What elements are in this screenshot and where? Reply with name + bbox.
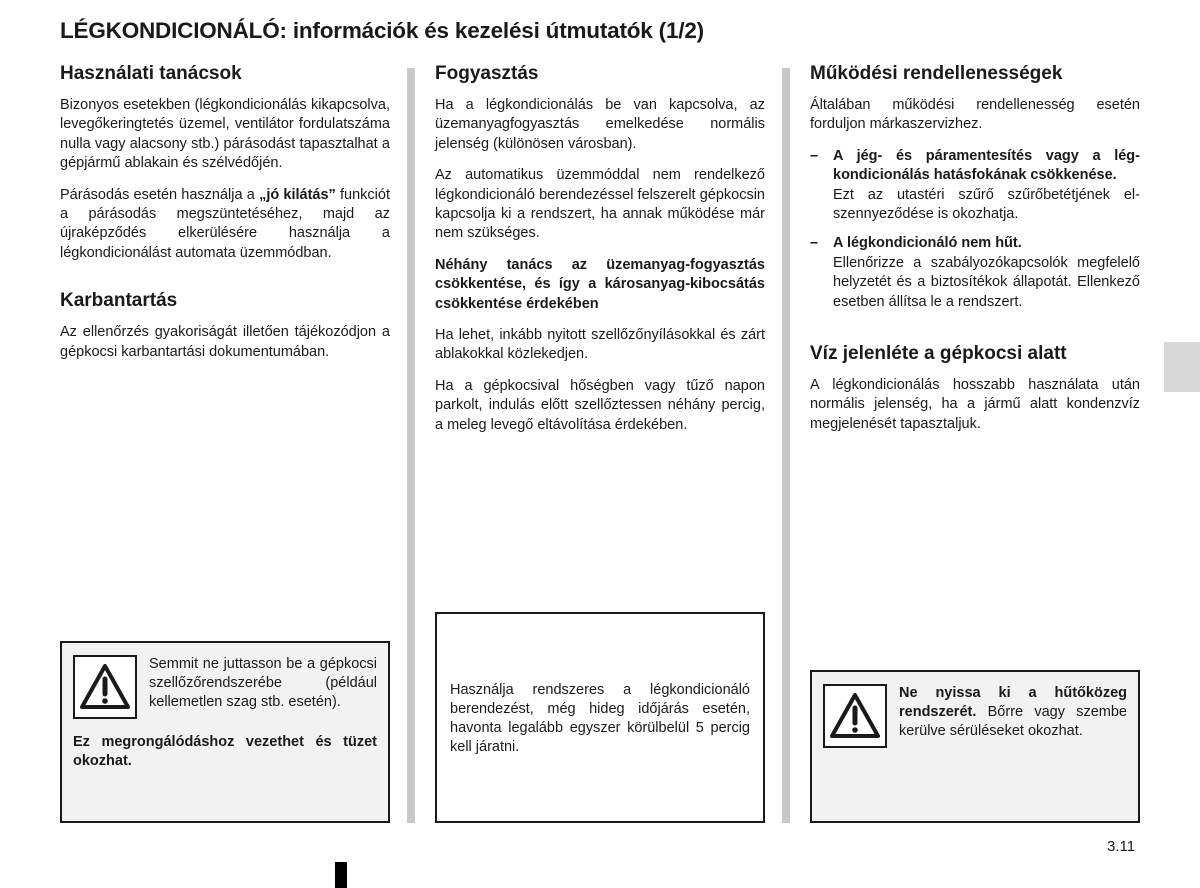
section-heading-consumption: Fogyasztás	[435, 63, 539, 84]
warning-box	[810, 670, 1140, 823]
warning-triangle-icon	[823, 684, 887, 748]
text: Bőrre vagy szembe kerülve sérüléseket okozhat.	[899, 704, 1127, 739]
section-heading-water: Víz jelenléte a gépkocsi alatt	[810, 343, 1067, 365]
bold-term: „jó kilátás”	[259, 186, 336, 203]
column-malfunctions	[810, 62, 1140, 446]
dash-bullet: –	[810, 147, 819, 164]
info-box	[435, 612, 765, 823]
text: funkciót a párásodás megszüntetéséhez, majd az újraképződés elkerülésére használja a légkondicionálást automata üzemmódban.	[60, 186, 390, 261]
page-title: LÉGKONDICIONÁLÓ: információk és kezelési útmutatók (1/2)	[60, 18, 704, 43]
warning-text	[899, 684, 1127, 748]
chapter-tab	[1164, 342, 1200, 392]
text: Párásodás esetén használja a	[60, 186, 260, 203]
paragraph: Ha lehet, inkább nyitott szellőzőnyílásokkal és zárt ablakokkal közlekedjen.	[435, 327, 765, 363]
info-text: Használja rendszeres a légkondicionáló berendezést, még hideg időjárás esetén, havonta legalább egyszer körülbelül 5 percig kell járatni.	[450, 682, 750, 755]
warning-triangle-icon	[73, 655, 137, 719]
list-item-heading: A légkondicionáló nem hűt.	[833, 235, 1022, 252]
print-mark	[335, 862, 347, 888]
paragraph: Az ellenőrzés gyakoriságát illetően tájékozódjon a gépkocsi karbantartási dokumentumában.	[60, 324, 390, 360]
warning-note: Ez megrongálódáshoz vezethet és tüzet okozhat.	[73, 734, 377, 769]
column-usage-tips	[60, 62, 390, 374]
paragraph	[60, 186, 390, 264]
section-heading-maintenance: Karbantartás	[60, 290, 178, 312]
list-item-heading: A jég- és páramentesítés vagy a légkondicionálás hatásfokának csökkenése.	[833, 147, 1140, 184]
column-separator	[782, 68, 790, 823]
paragraph: Általában működési rendellenesség esetén forduljon márkaszervizhez.	[810, 97, 1140, 133]
list-item	[810, 234, 1140, 312]
list-item-text: Ezt az utastéri szűrő szűrőbetétjének elszennyeződése is okozhatja.	[833, 186, 1140, 223]
warning-text: Semmit ne juttasson be a gépkocsi szellőzőrendszerébe (például kellemetlen szag stb. esetén).	[149, 656, 377, 710]
list-item-text: Ellenőrizze a szabályozókapcsolók megfelelő helyzetét és a biztosítékok állapotát. Ellenkező esetben állítsa le a rendszert.	[833, 254, 1140, 310]
paragraph: Ha a légkondicionálás be van kapcsolva, az üzemanyagfogyasztás emelkedése normális jelenség (különösen városban).	[435, 97, 765, 152]
paragraph: Ha a gépkocsival hőségben vagy tűző napon parkolt, indulás előtt szellőztessen néhány percig, a meleg levegő eltávolítása érdekében.	[435, 377, 765, 433]
warning-box	[60, 641, 390, 823]
list-item	[810, 147, 1140, 225]
column-consumption	[435, 62, 765, 447]
bold-subheading: Néhány tanács az üzemanyag-fogyasztás csökkentése, és így a károsanyag-kibocsátás csökkentése érdekében	[435, 256, 765, 312]
page-number: 3.11	[1107, 838, 1136, 855]
paragraph: A légkondicionálás hosszabb használata után normális jelenség, ha a jármű alatt kondenzvíz megjelenését tapasztaljuk.	[810, 377, 1140, 432]
warning-bold: Ne nyissa ki a hűtőközeg rendszerét.	[899, 685, 1127, 720]
column-separator	[407, 68, 415, 823]
section-heading-malfunctions: Működési rendellenességek	[810, 63, 1063, 84]
dash-bullet: –	[810, 235, 819, 252]
section-heading-usage-tips: Használati tanácsok	[60, 63, 242, 84]
paragraph: Az automatikus üzemmóddal nem rendelkező légkondicionáló berendezéssel felszerelt gépkocsin kapcsolja ki a rendszert, ha annak működése már nem szükséges.	[435, 167, 765, 242]
paragraph: Bizonyos esetekben (légkondicionálás kikapcsolva, levegőkeringtetés üzemel, ventilátor fordulatszáma nulla vagy alacsony stb.) párásodást tapasztalhat a gépjármű ablakain és szélvédőjén.	[60, 97, 390, 172]
